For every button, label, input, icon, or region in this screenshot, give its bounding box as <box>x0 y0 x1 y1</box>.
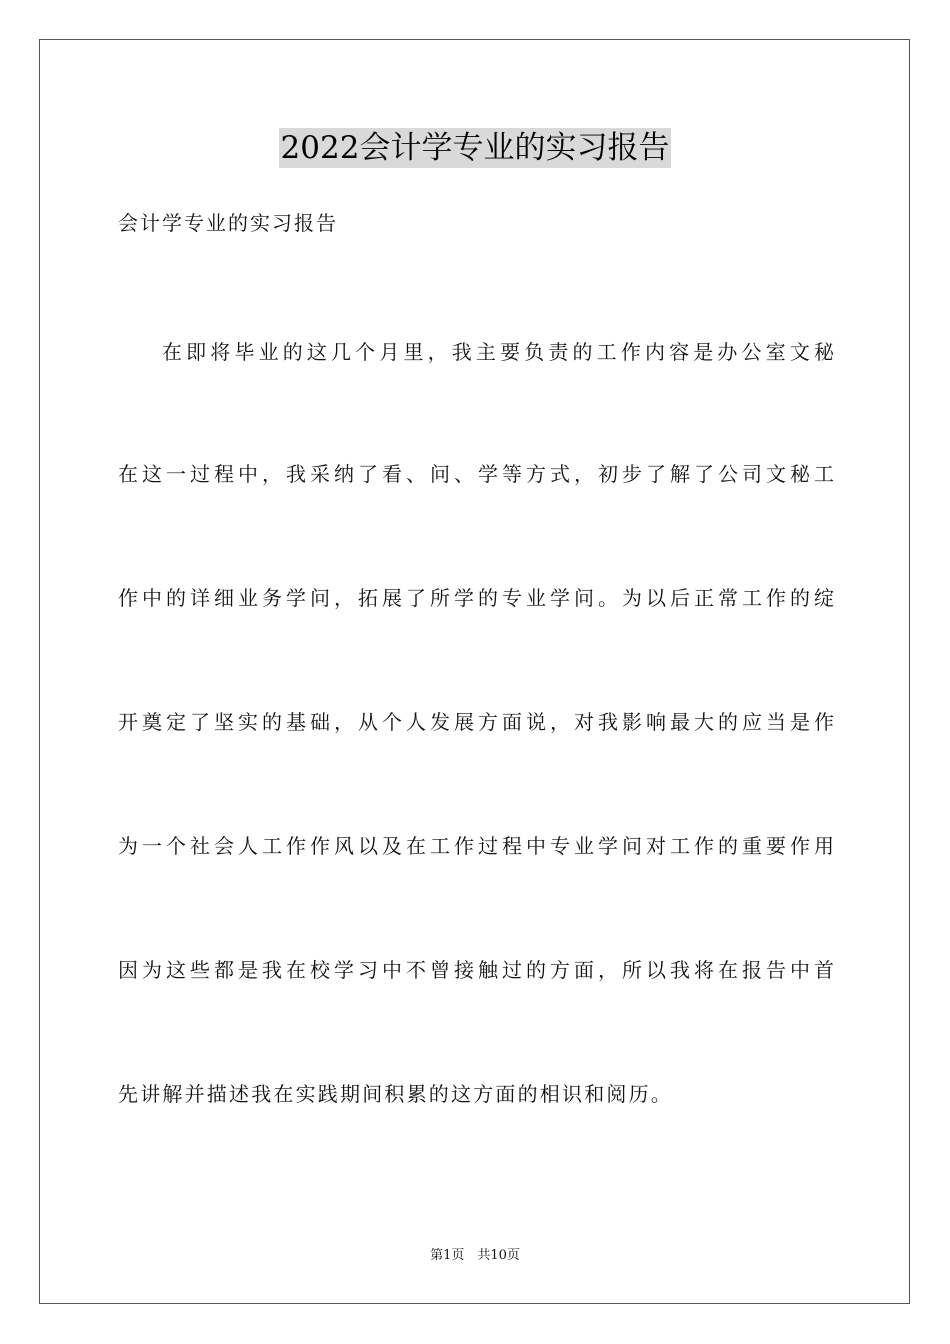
paragraph-line-1: 在即将毕业的这几个月里，我主要负责的工作内容是办公室文秘 <box>162 340 834 364</box>
document-subtitle: 会计学专业的实习报告 <box>118 211 338 235</box>
paragraph-line-2: 在这一过程中，我采纳了看、问、学等方式，初步了解了公司文秘工 <box>118 462 834 486</box>
paragraph-line-7: 先讲解并描述我在实践期间积累的这方面的相识和阅历。 <box>118 1082 673 1106</box>
page-number-footer: 第1页 共10页 <box>430 1248 520 1263</box>
document-title: 2022会计学专业的实习报告 <box>280 130 670 166</box>
paragraph-line-5: 为一个社会人工作作风以及在工作过程中专业学问对工作的重要作用 <box>118 834 834 858</box>
paragraph-line-6: 因为这些都是我在校学习中不曾接触过的方面，所以我将在报告中首 <box>118 958 834 982</box>
title-container <box>0 128 950 168</box>
paragraph-line-3: 作中的详细业务学问，拓展了所学的专业学问。为以后正常工作的绽 <box>118 586 834 610</box>
paragraph-line-4: 开奠定了坚实的基础，从个人发展方面说，对我影响最大的应当是作 <box>118 710 834 734</box>
